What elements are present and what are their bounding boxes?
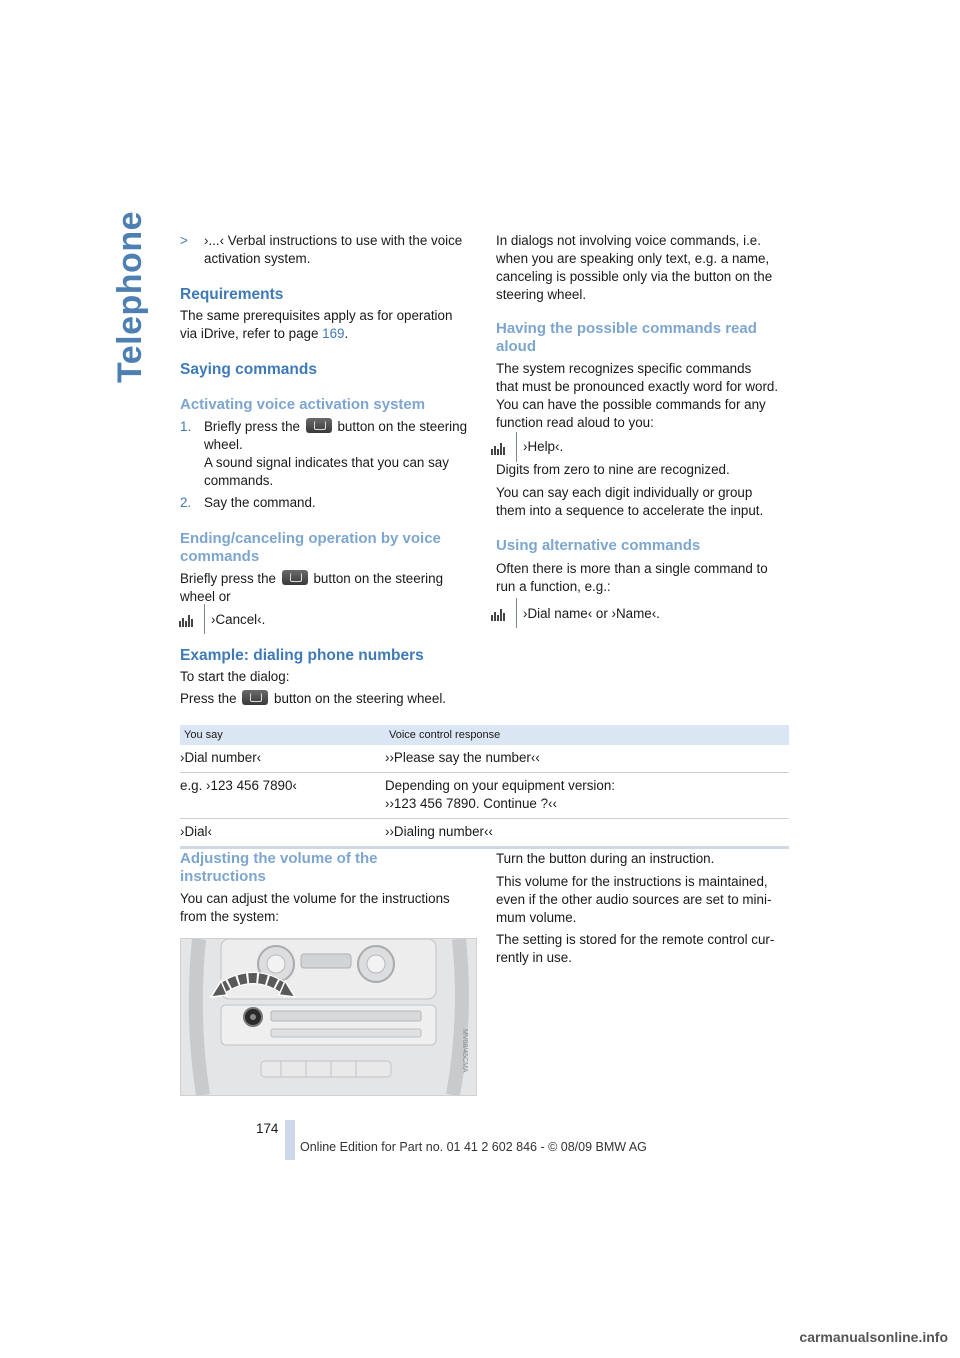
response-line: ››123 456 7890. Continue ?‹‹ (385, 796, 557, 811)
example-line-2 (180, 690, 446, 708)
requirements-line-2 (180, 325, 348, 343)
table-cell-say: e.g. ›123 456 7890‹ (180, 773, 385, 819)
step-1-number: 1. (180, 419, 192, 434)
volume-right-line-5: The setting is stored for the remote control cur- (496, 932, 775, 947)
table-cell-say: ›Dial number‹ (180, 745, 385, 773)
bullet-marker: > (180, 233, 188, 248)
dialog-line-2: when you are speaking only text, e.g. a name, (496, 251, 770, 266)
voice-button-icon (242, 690, 268, 705)
ending-line-1 (180, 570, 443, 588)
example-line-1: To start the dialog: (180, 669, 290, 684)
read-line-3: You can have the possible commands for any (496, 397, 766, 412)
table-row (180, 819, 789, 848)
digits-line-1: Digits from zero to nine are recognized. (496, 462, 730, 477)
activating-heading: Activating voice activation system (180, 396, 426, 413)
cancel-command-text: ›Cancel‹. (211, 612, 266, 627)
example-text-pre: Press the (180, 691, 237, 706)
digits-line-3: them into a sequence to accelerate the input. (496, 503, 764, 518)
dialog-line-1: In dialogs not involving voice commands, i.e. (496, 233, 761, 248)
read-line-2: that must be pronounced exactly word for word. (496, 379, 779, 394)
help-command-text: ›Help‹. (523, 439, 564, 454)
requirements-heading: Requirements (180, 286, 284, 303)
saying-commands-heading: Saying commands (180, 361, 317, 378)
table-header-you-say: You say (180, 725, 385, 745)
volume-knob-illustration (180, 938, 477, 1096)
help-command-box (516, 432, 717, 462)
example-text-post: button on the steering wheel. (274, 691, 447, 706)
image-reference-code: MV08/45CMA (461, 1029, 468, 1073)
footer-accent-bar (285, 1120, 295, 1160)
voice-command-icon (491, 441, 507, 455)
voice-command-icon (179, 613, 195, 627)
volume-heading-line-1: Adjusting the volume of the (180, 850, 378, 867)
volume-right-line-6: rently in use. (496, 950, 572, 965)
step-2-text: Say the command. (204, 495, 316, 510)
response-line: ››Please say the number‹‹ (385, 750, 540, 765)
step-1-text-pre: Briefly press the (204, 419, 301, 434)
ending-text-post: button on the steering (313, 571, 444, 586)
page-169-link[interactable]: 169 (322, 326, 345, 341)
volume-right-line-2: This volume for the instructions is maintained, (496, 874, 768, 889)
step-1-text-post: button on the steering (337, 419, 468, 434)
left-column (180, 232, 480, 268)
sidebar-section-title (104, 212, 154, 392)
bullet-text-line-1: ›...‹ Verbal instructions to use with the voice (204, 233, 463, 248)
site-watermark[interactable]: carmanualsonline.info (799, 1329, 948, 1345)
alternative-command-box (516, 598, 757, 628)
step-2-number: 2. (180, 495, 192, 510)
read-aloud-heading-line-2: aloud (496, 338, 536, 355)
cancel-command-box (204, 604, 405, 634)
ending-line-2: wheel or (180, 589, 231, 604)
table-row (180, 745, 789, 773)
step-1-line-1 (204, 418, 467, 436)
table-row (180, 773, 789, 819)
table-cell-response (385, 773, 789, 819)
read-line-4: function read aloud to you: (496, 415, 654, 430)
requirements-text: via iDrive, refer to page (180, 326, 323, 341)
console-illustration (181, 939, 476, 1095)
response-line: Depending on your equipment version: (385, 778, 616, 793)
edition-note: Online Edition for Part no. 01 41 2 602 846 - © 08/09 BMW AG (300, 1140, 647, 1154)
requirements-line-1: The same prerequisites apply as for operation (180, 308, 453, 323)
requirements-period: . (344, 326, 349, 341)
sidebar-title-text: Telephone (111, 211, 149, 383)
read-line-1: The system recognizes specific commands (496, 361, 752, 376)
digits-line-2: You can say each digit individually or group (496, 485, 753, 500)
voice-dialog-table (180, 725, 789, 849)
ending-text-pre: Briefly press the (180, 571, 277, 586)
voice-button-icon (282, 570, 308, 585)
alternative-commands-heading: Using alternative commands (496, 537, 701, 554)
ending-heading-line-1: Ending/canceling operation by voice (180, 530, 441, 547)
volume-right-line-1: Turn the button during an instruction. (496, 851, 715, 866)
read-aloud-heading-line-1: Having the possible commands read (496, 320, 757, 337)
volume-heading-line-2: instructions (180, 868, 266, 885)
alternative-command-text: ›Dial name‹ or ›Name‹. (523, 606, 660, 621)
table-header-row (180, 725, 789, 745)
step-1-line-4: commands. (204, 473, 274, 488)
dialog-line-3: canceling is possible only via the button on the (496, 269, 773, 284)
volume-line-1: You can adjust the volume for the instructions (180, 891, 450, 906)
voice-button-icon (306, 418, 332, 433)
ending-heading-line-2: commands (180, 548, 260, 565)
dialog-line-4: steering wheel. (496, 287, 587, 302)
table-cell-say: ›Dial‹ (180, 819, 385, 848)
step-1-line-2: wheel. (204, 437, 243, 452)
table-cell-response (385, 745, 789, 773)
example-heading: Example: dialing phone numbers (180, 647, 424, 664)
table-header-response: Voice control response (385, 725, 789, 745)
volume-right-line-4: mum volume. (496, 910, 577, 925)
alternative-line-1: Often there is more than a single command to (496, 561, 768, 576)
bullet-item (180, 232, 480, 268)
page-number: 174 (256, 1121, 279, 1136)
step-1-line-3: A sound signal indicates that you can say (204, 455, 449, 470)
voice-command-icon (491, 607, 507, 621)
bullet-text-line-2: activation system. (204, 251, 311, 266)
response-line: ››Dialing number‹‹ (385, 824, 493, 839)
alternative-line-2: run a function, e.g.: (496, 579, 611, 594)
volume-line-2: from the system: (180, 909, 279, 924)
volume-right-line-3: even if the other audio sources are set to mini- (496, 892, 772, 907)
table-cell-response (385, 819, 789, 848)
